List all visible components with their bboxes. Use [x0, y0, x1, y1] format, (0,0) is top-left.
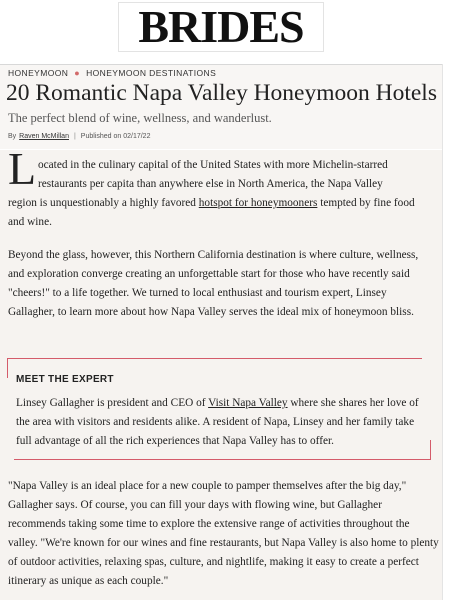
meet-the-expert-heading: MEET THE EXPERT: [16, 374, 114, 385]
breadcrumb-separator-dot: ●: [74, 68, 81, 78]
page-subtitle: The perfect blend of wine, wellness, and wanderlust.: [8, 111, 272, 125]
intro-line-3: [8, 197, 415, 209]
expert-box-left-border: [7, 358, 8, 378]
expert-box-right-border: [430, 440, 431, 460]
byline-separator: |: [73, 133, 76, 140]
breadcrumb: [8, 68, 216, 78]
intro-line-2: restaurants per capita than anywhere else in North America, the Napa Valley: [38, 178, 383, 190]
paragraph-3: "Napa Valley is an ideal place for a new couple to pamper themselves after the big day," Gallagher says. Of course, you can fill your days with flowing wine, but Gallagher recommends taking some time to explore the extensive range of activities throughout the valley. "We're known for our wines and fine restaurants, but Napa Valley is also home to plenty of outdoor activities, relaxing spas, culture, and nightlife, making it easy to create a perfect itinerary as unique as each couple.": [8, 480, 439, 587]
intro-line-3-tail: tempted by fine food: [317, 197, 415, 209]
intro-line-3-text: region is unquestionably a highly favored: [8, 197, 199, 209]
intro-line-1: ocated in the culinary capital of the United States with more Michelin-starred: [38, 159, 388, 171]
breadcrumb-item-honeymoon-destinations[interactable]: HONEYMOON DESTINATIONS: [86, 68, 217, 78]
expert-description: [16, 394, 426, 451]
logo-wordmark: BRIDES: [138, 1, 304, 52]
content-divider: [442, 64, 443, 600]
byline-by: By: [8, 133, 17, 140]
visit-napa-valley-link[interactable]: Visit Napa Valley: [208, 397, 288, 409]
expert-text-start: Linsey Gallagher is president and CEO of: [16, 397, 209, 409]
author-link[interactable]: Raven McMillan: [19, 133, 69, 140]
byline: [8, 133, 150, 140]
intro-line-4: and wine.: [8, 216, 52, 228]
hotspot-for-honeymooners-link[interactable]: hotspot for honeymooners: [198, 197, 318, 209]
paragraph-2: Beyond the glass, however, this Northern California destination is where culture, wellness, and exploration converge creating an unforgettable start for those who have recently said "cheers!" to a life together. We turned to local enthusiast and tourism expert, Linsey Gallagher, to learn more about how Napa Valley serves the ideal mix of honeymoon bliss.: [8, 249, 419, 318]
drop-cap: L: [8, 143, 37, 194]
expert-box-top-border: [7, 358, 422, 359]
expert-box-bottom-border: [14, 459, 431, 460]
breadcrumb-item-honeymoon[interactable]: HONEYMOON: [8, 68, 69, 78]
published-date: Published on 02/17/22: [80, 133, 151, 140]
page-title: 20 Romantic Napa Valley Honeymoon Hotels: [6, 80, 437, 106]
expert-text-end: where she shares her love of the area with visitors and residents alike. A resident of Napa, Linsey and her family take full advantage of all the rich experiences that Napa Valley has to offer.: [16, 397, 419, 447]
brides-logo[interactable]: [118, 2, 324, 52]
